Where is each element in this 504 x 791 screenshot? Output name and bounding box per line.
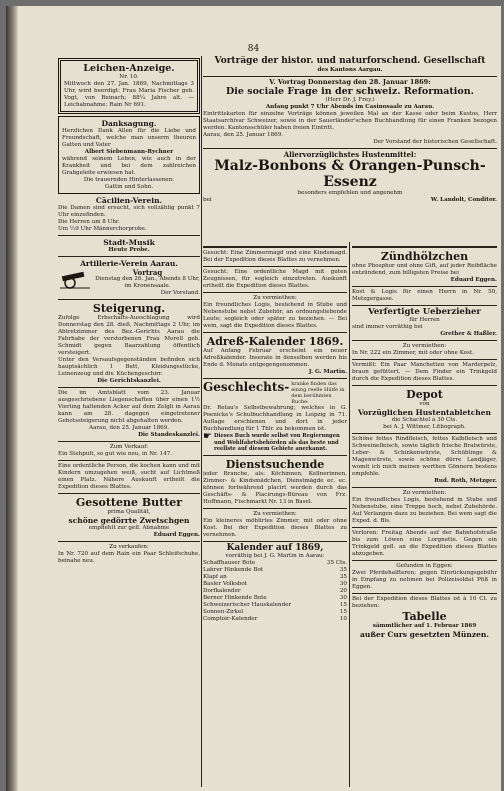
vortrag-date: Aarau, den 25. Januar 1869. [203, 132, 284, 138]
verkauf-head: Zum Verkauf: [109, 444, 149, 450]
divider [352, 593, 497, 594]
malz-bei: bei [203, 197, 212, 203]
column-mid [203, 244, 347, 787]
malz-title: Malz-Bonbons & Orangen-Punsch-Essenz [214, 158, 486, 190]
divider [352, 385, 497, 386]
divider [352, 560, 497, 561]
zuend-text: ohne Phosphor und ohne Gift, auf jeder Reibfläche entzündend, zum billigsten Preise bei [352, 263, 497, 276]
expedition-text: Bei der Expedition dieses Blattes ist à 10 Ct. zu beziehen: [352, 596, 497, 609]
kalender-row-price: 30 [339, 594, 347, 601]
zwetschgen-text: empfiehlt zur gefl. Abnahme [88, 525, 170, 531]
amtsblatt-sig: Die Standeskanzlei. [138, 432, 200, 438]
butter-title: Gesottene Butter [75, 496, 183, 509]
person-text: Eine ordentliche Person, die kochen kann und mit Kindern umzugehen weiß, sucht auf Lichtmeß einen Platz. Nähere Auskunft ertheilt die Expedition dieses Blattes. [58, 463, 200, 490]
divider [203, 246, 347, 248]
ueberzieher-sub: für Herren [409, 317, 440, 323]
tabelle-sub2: außer Curs gesetzten Münzen. [360, 630, 489, 639]
divider [352, 527, 497, 528]
artillerie-vortrag: Vortrag [132, 267, 163, 277]
kalender-row-name: Dorfkalender [203, 587, 241, 594]
steigerung-title: Steigerung. [92, 302, 166, 315]
rind-sig: Rud. Roth, Metzger. [434, 478, 497, 484]
stadtmusik-title: Stadt-Musik [103, 238, 155, 247]
divider [58, 235, 200, 236]
kalender-row-price: 35 [339, 566, 347, 573]
vortraege-title: Vorträge der histor. und naturforschend. Gesellschaft [214, 56, 486, 66]
caecilien-title: Cäcilien-Verein. [95, 196, 163, 205]
geschlechts-title: Geschlechts- [203, 380, 290, 394]
pointing-hand-icon: ☛ [203, 431, 212, 442]
divider [352, 359, 497, 360]
ueberzieher-sig: Grether & Haßler. [440, 331, 497, 337]
geschlechts-right: kranke finden das einzig reelle Hülfe in dem berühmten Buche: [291, 381, 345, 405]
tabelle-title: Tabelle [402, 610, 447, 623]
malz-top: Allervorzüglichstes Hustenmittel: [283, 150, 417, 159]
kalender-row-name: Basler Volksbot [203, 580, 248, 587]
ueberzieher-text: sind immer vorräthig bei [352, 324, 423, 330]
divider [352, 340, 497, 341]
dienst-text: jeder Branche, als: Köchinnen, Kellnerinnen, Zimmer- & Kindsmädchen, Dienstmägde ec. ec. können fortwährend placirt werden durch das Geschäfts- & Placirungs-Büreau von Frz. Hoffmann, Fischmarkt Nr. 13 in Basel. [203, 470, 347, 505]
kalender-row-name: Schaffhauser Bote [203, 559, 256, 566]
gefunden-head: Gefunden in Eggen: [396, 563, 453, 569]
kalender-row [203, 567, 347, 574]
divider [203, 76, 497, 77]
column-rule [201, 56, 202, 787]
stadtmusik-sub: Heute Probe. [108, 247, 150, 253]
vortrag-topic: Die sociale Frage in der schweiz. Reformation. [226, 86, 474, 97]
divider [352, 433, 497, 434]
divider [352, 487, 497, 488]
dienst-title: Dienstsuchende [225, 457, 325, 471]
kalender-row [203, 574, 347, 581]
leichen-title: Leichen-Anzeige. [83, 63, 175, 74]
divider [58, 460, 200, 461]
leichen-nr: Nr. 10. [119, 74, 139, 80]
divider [58, 299, 200, 300]
geschlechts-text: Dr. Retau's Selbstbewahrung; welches in G. Poenicke's Schulbuchhandlung in Leipzig in 71. Auflage erschienen und dort in jeder Buchhandlung für 1 Thlr. zu bekommen ist. [203, 405, 347, 432]
caecilien-text2: Die Herren um 8 Uhr. [58, 219, 120, 225]
divider [58, 387, 200, 388]
leichen-text: Mittwoch den 27. Jan. 1869, Nachmittags 3 Uhr, wird beerdigt: Frau Maria Fischer geb. Vogt, von Reinach; 88¼ Jahre alt. — Leichabnahme: Rain Nr 691. [64, 81, 194, 108]
vortrag-sig: Der Vorstand der historischen Gesellschaft. [373, 139, 497, 145]
artillerie-title: Artillerie-Verein Aarau. [80, 259, 178, 268]
dank-sig2: Gattin und Sohn. [104, 184, 154, 190]
adress-sig: J. G. Martin. [308, 369, 347, 375]
kalender-title: Kalender auf 1869, [226, 542, 324, 553]
divider [352, 286, 497, 287]
zuend-sig: Eduard Eggen. [450, 277, 497, 283]
divider [203, 541, 347, 542]
divider [58, 541, 200, 542]
steigerung-sig: Die Gerichtskanzlei. [97, 378, 161, 384]
depot-price: die Schachtel à 30 Cts. [391, 417, 458, 423]
kalender-row-price: 10 [339, 615, 347, 622]
divider [352, 246, 497, 248]
vermieth-b-text: In Nr. 222 ein Zimmer, mit oder ohne Kost. [352, 350, 475, 356]
gefunden-text: Zwei Pferdehalfteren; gegen Einrückungsgebühr in Empfang zu nehmen bei Polizeisoldat Pfiß in Eggen. [352, 570, 497, 590]
vermieth2-b-head: Zu vermiethen: [402, 490, 447, 496]
artillerie-text: Dienstag den 26. Jan., Abends 8 Uhr, im Kronensaale. [95, 275, 200, 289]
divider [203, 266, 347, 267]
vortrag-text: Eintrittskarten für einzelne Vorträge können jeweilen Mal an der Kasse oder beim Kustos, Herr Staatsarchivar Schweizer, sowie in der Sauerländer'schen Buchhandlung für einen Franken bezogen werden. Kantonsschüler haben freien Eintritt. [203, 111, 497, 131]
vortrag-author: (Herr Dr. J. Frey.) [325, 97, 375, 103]
divider [203, 292, 347, 293]
dank-text2: während seinem Leben, wie auch in der Krankheit und bei dem zahlreichen Grabgeleite erwiesen hat. [62, 156, 196, 176]
adress-title: Adreß-Kalender 1869. [206, 335, 344, 348]
kalender-sub: vorräthig bei J. G. Martin in Aarau: [225, 552, 325, 559]
page-number: 84 [247, 44, 260, 54]
kalender-row [203, 581, 347, 588]
kalender-row-name: Berner Hinkende Bote [203, 594, 267, 601]
vermieth-text: Ein freundliches Logis, bestehend in Stube und Nebenstube nebst Zubehör, an ordnungsliebende Leute; sogleich oder später zu beziehen. — Bei wem, sagt die Expedition dieses Blattes. [203, 302, 347, 329]
zwetschgen-sig: Eduard Eggen. [153, 532, 200, 538]
vortrag-head: V. Vortrag Donnerstag den 28. Januar 1869: [269, 78, 431, 86]
zuend-title: Zündhölzchen [380, 250, 469, 263]
kalender-row-name: Lahrer Hinkende Bot [203, 566, 264, 573]
steigerung-text2: Unter den Versaufsgegenständen befinden sich hauptsächlich 1 Bett, Kleidungsstücke, Leinenzeug und div. Küchengeschirr. [58, 357, 200, 377]
dank-text: Herzlichen Dank Allen für die Liebe und Freundschaft, welche man unserm theuren Gatten und Vater [62, 128, 196, 148]
kalender-row [203, 616, 347, 623]
depot-sig: bei A. J. Wittmer, Lithograph. [383, 424, 466, 430]
kalender-row-price: 15 [339, 601, 347, 608]
kalender-row [203, 588, 347, 595]
butter-sub: prima Qualität, [107, 509, 151, 515]
vermieth2-head: Zu vermiethen: [253, 510, 297, 517]
amtsblatt-text: Die im Amtsblatt vom 23. Januar ausgeschriebene Liegenschaften über einen 1½ Vierling haltenden Acker auf dem Zelgli in Aarau kann am 28. dagegen eingetretener Gebotssteigerung nicht abgehalten werden. [58, 390, 200, 424]
vermieth2-b-text: Ein freundliches Logis, bestehend in Stube und Nebenstube, eine Treppe hoch, nebst Zubehörde. Auf Verlangen dazu zu beziehen. Bei wem sagt die Exped. d. Bls. [352, 497, 497, 524]
artillerie-sig: Der Vorstand. [160, 290, 200, 296]
newspaper-page [6, 6, 501, 791]
dank-title: Danksagung. [101, 119, 157, 128]
kalender-row-price: 30 [339, 580, 347, 587]
divider [203, 332, 347, 333]
depot-sub: von [419, 401, 430, 407]
kalender-row-name: Klapf an [203, 573, 227, 580]
kalender-row-price: 15 [339, 608, 347, 615]
vermieth-head: Zu vermiethen: [253, 295, 297, 301]
leichen-anzeige [58, 58, 200, 114]
divider [352, 305, 497, 306]
vermisst-text: Vermißt: Ein Paar Manchetten von Marderpelz, braun gefüttert. — Dem Finder ein Trinkgeld durch die Expedition dieses Blattes. [352, 362, 497, 382]
depot-title: Depot [406, 388, 443, 401]
vermieth-b-head: Zu vermiethen: [402, 343, 447, 349]
divider [58, 256, 200, 257]
gesucht2-text: Gesucht: Eine ordentliche Magd mit guten Zeugnissen, für sogleich einzutreten. Auskunft ertheilt die Expedition dieses Blattes. [203, 269, 347, 289]
adress-text: Auf Anfang Februar erscheint ein neuer Adreßkalender. Inserate in denselben werden bis Ende d. Monats entgegengenommen. [203, 348, 347, 368]
column-rule [349, 242, 350, 787]
divider [58, 441, 200, 442]
divider [203, 378, 347, 379]
danksagung [58, 116, 200, 194]
kalender-row-price: 35 [339, 573, 347, 580]
divider [203, 148, 497, 149]
divider [203, 508, 347, 509]
column-left [58, 56, 200, 787]
vortraege-sub: des Kantons Aargau. [317, 67, 383, 73]
malz-sub: besonders empfehlen und angenehm [297, 190, 403, 196]
gesucht1-text: Gesucht: Eine Zimmermagd und eine Kindsmagd. Bei der Expedition dieses Blattes zu vernehmen. [203, 250, 347, 263]
amtsblatt-date: Aarau, den 25. Januar 1869. [88, 425, 170, 431]
kost-text: Kost & Logis für einen Herrn in Nr. 50, Metzgergasse. [352, 289, 497, 302]
kalender-row [203, 560, 347, 567]
vermieth2-text: Ein kleineres möblirtes Zimmer, mit oder ohne Kost. Bei der Expedition dieses Blattes zu vernehmen. [203, 517, 347, 538]
vortrag-time: Anfang punkt 7 Uhr Abends im Casinosaale zu Aarau. [265, 104, 435, 110]
verkauf2-head: Zu verkaufen: [109, 544, 149, 550]
verkauf2-text: In Nr. 720 auf dem Rain ein Paar Schleifschuhe, beinahe neu. [58, 551, 200, 564]
kalender-row [203, 609, 347, 616]
steigerung-text: Zufolge Erbschafts-Ausschlagung wird Donnerstag den 28. dieß, Nachmittags 2 Uhr, im Abtretzimmer des Bez.-Gerichts Aarau die Fahrhabe der verstorbenen Frau Morell geb. Schmidt gegen Baarzahlung öffentlich versteigert. [58, 315, 200, 356]
depot-text: Vorzüglichen Hustentabletchen [358, 408, 491, 417]
caecilien-text3: Um ½9 Uhr Männerchorprobe. [58, 226, 147, 232]
ueberzieher-title: Verfertigte Ueberzieher [368, 307, 481, 317]
malz-sig: W. Landolt, Conditor. [430, 197, 497, 203]
kalender-row-name: Comptoir-Kalender [203, 615, 258, 622]
kalender-table [203, 560, 347, 623]
tabelle-sub: sämmtlicher auf 1. Februar 1869 [372, 623, 477, 629]
verkauf-text: Ein Stehpult, so gut wie neu, in Nr. 147. [58, 451, 173, 457]
divider [58, 493, 200, 494]
rind-text: Schöne fettes Rindfleisch, fettes Kalbfleisch und Schweinefleisch, sowie täglich frische Bratwürste, Leber- & Schinkenwürste, Schüblinge & Magenwürste, sowie schöne dürre Landjäger, womit ich mich meinen werthen Gönnern bestens empfehle. [352, 436, 497, 477]
dank-name: Albert Siebenmann-Rychner [84, 149, 174, 155]
kalender-row-name: Schweizerischer Hauskalender [203, 601, 292, 608]
zwetschgen-title: schöne gedörrte Zwetschgen [68, 516, 190, 525]
cannon-icon [58, 268, 92, 290]
caecilien-text: Die Damen sind ersucht, sich vollzählig punkt 7 Uhr einzufinden. [58, 205, 200, 218]
kalender-row-name: Sonnen-Zirkel [203, 608, 244, 615]
verloren-text: Verloren: Freitag Abends auf der Bahnhofstraße bis zum Löwen eine Lorgnette. Gegen ein Trinkgeld gefl. an die Expedition dieses Blattes abzugeben. [352, 530, 497, 557]
kalender-row-price: 20 [339, 587, 347, 594]
column-right-sub [352, 244, 497, 787]
kalender-row [203, 602, 347, 609]
divider [203, 455, 347, 456]
kalender-row [203, 595, 347, 602]
geschlechts-box: Dieses Buch wurde selbst von Regierungen und Wohlfahrtsbehörden als das beste und reellste auf diesem Gebiete anerkannt. [213, 433, 340, 452]
kalender-row-price: 35 Cts. [326, 559, 347, 566]
dank-sig1: Die trauernden Hinterlassenen: [83, 177, 175, 183]
